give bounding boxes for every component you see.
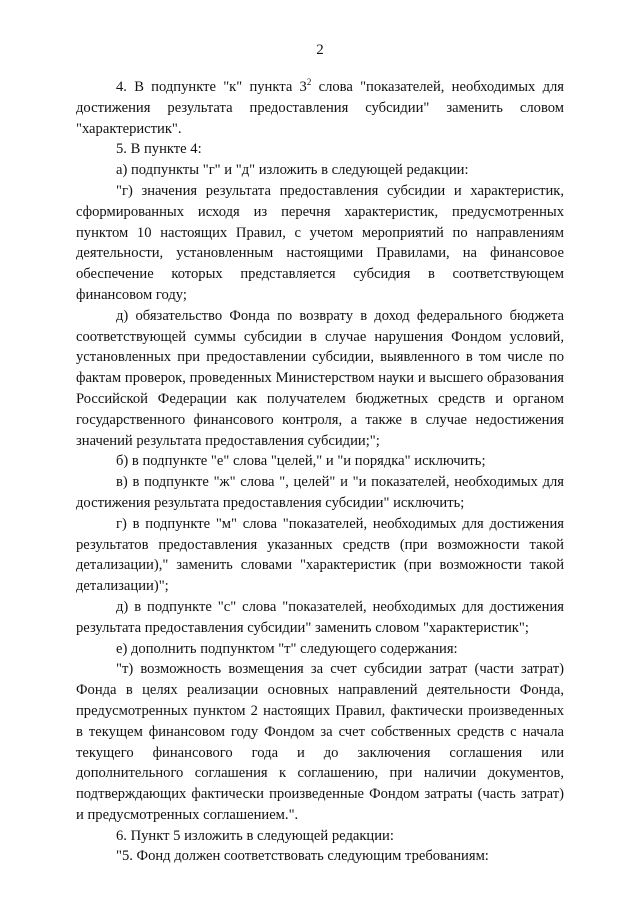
- paragraph-quoted-d: д) обязательство Фонда по возврату в доход федерального бюджета соответствующей суммы субсидии в случае нарушения Фондом условий, установленных при предоставлении субсидии, выявленного в том числе по фактам проверок, проведенных Министерством науки и высшего образования Российской Федерации как получателем бюджетных средств и органом государственного финансового контроля, а также в случае недостижения значений результата предоставления субсидии;";: [76, 307, 564, 449]
- paragraph-subitem-g: г) в подпункте "м" слова "показателей, необходимых для достижения результатов предоставления указанных средств (при возможности такой детализации)," заменить словами "характеристик (при возможности такой детализации)";: [76, 515, 564, 595]
- paragraph-subitem-b: б) в подпункте "е" слова "целей," и "и порядка" исключить;: [116, 453, 486, 470]
- paragraph-item-5: 5. В пункте 4:: [116, 141, 202, 158]
- paragraph-subitem-e: е) дополнить подпунктом "т" следующего содержания:: [116, 640, 458, 657]
- page-number: 2: [316, 42, 324, 58]
- document-body: [76, 77, 564, 867]
- paragraph-text: 4. В подпункте "к" пункта 3: [116, 79, 307, 95]
- paragraph-subitem-v: в) в подпункте "ж" слова ", целей" и "и показателей, необходимых для достижения результата предоставления субсидии" исключить;: [76, 474, 564, 511]
- paragraph-quoted-t: "т) возможность возмещения за счет субсидии затрат (части затрат) Фонда в целях реализации основных направлений деятельности Фонда, предусмотренных пунктом 2 настоящих Правил, фактически произведенных в текущем финансовом году Фондом за счет собственных средств с начала текущего финансового года и до заключения соглашения или дополнительного соглашения к соглашению, при наличии документов, подтверждающих фактически произведенные Фондом затраты (часть затрат) и предусмотренных соглашением.".: [76, 661, 564, 823]
- paragraph-item-6: 6. Пункт 5 изложить в следующей редакции:: [116, 827, 394, 844]
- paragraph-item-4: [76, 77, 564, 139]
- paragraph-subitem-d: д) в подпункте "с" слова "показателей, необходимых для достижения результата предоставления субсидии" заменить словом "характеристик";: [76, 598, 564, 636]
- paragraph-quoted-g: "г) значения результата предоставления субсидии и характеристик, сформированных исходя из перечня характеристик, предусмотренных пунктом 10 настоящих Правил, с учетом мероприятий по направлениям деятельности, установленным настоящими Правилами, на финансовое обеспечение которых представляется субсидия в соответствующем финансовом году;: [76, 182, 564, 303]
- superscript-index: 2: [306, 77, 312, 87]
- paragraph-quoted-5: "5. Фонд должен соответствовать следующим требованиям:: [116, 848, 489, 865]
- paragraph-subitem-a: а) подпункты "г" и "д" изложить в следующей редакции:: [116, 162, 469, 179]
- paragraph-text: слова "показателей, необходимых для достижения результата предоставления субсидии" заменить словом "характеристик".: [76, 79, 564, 137]
